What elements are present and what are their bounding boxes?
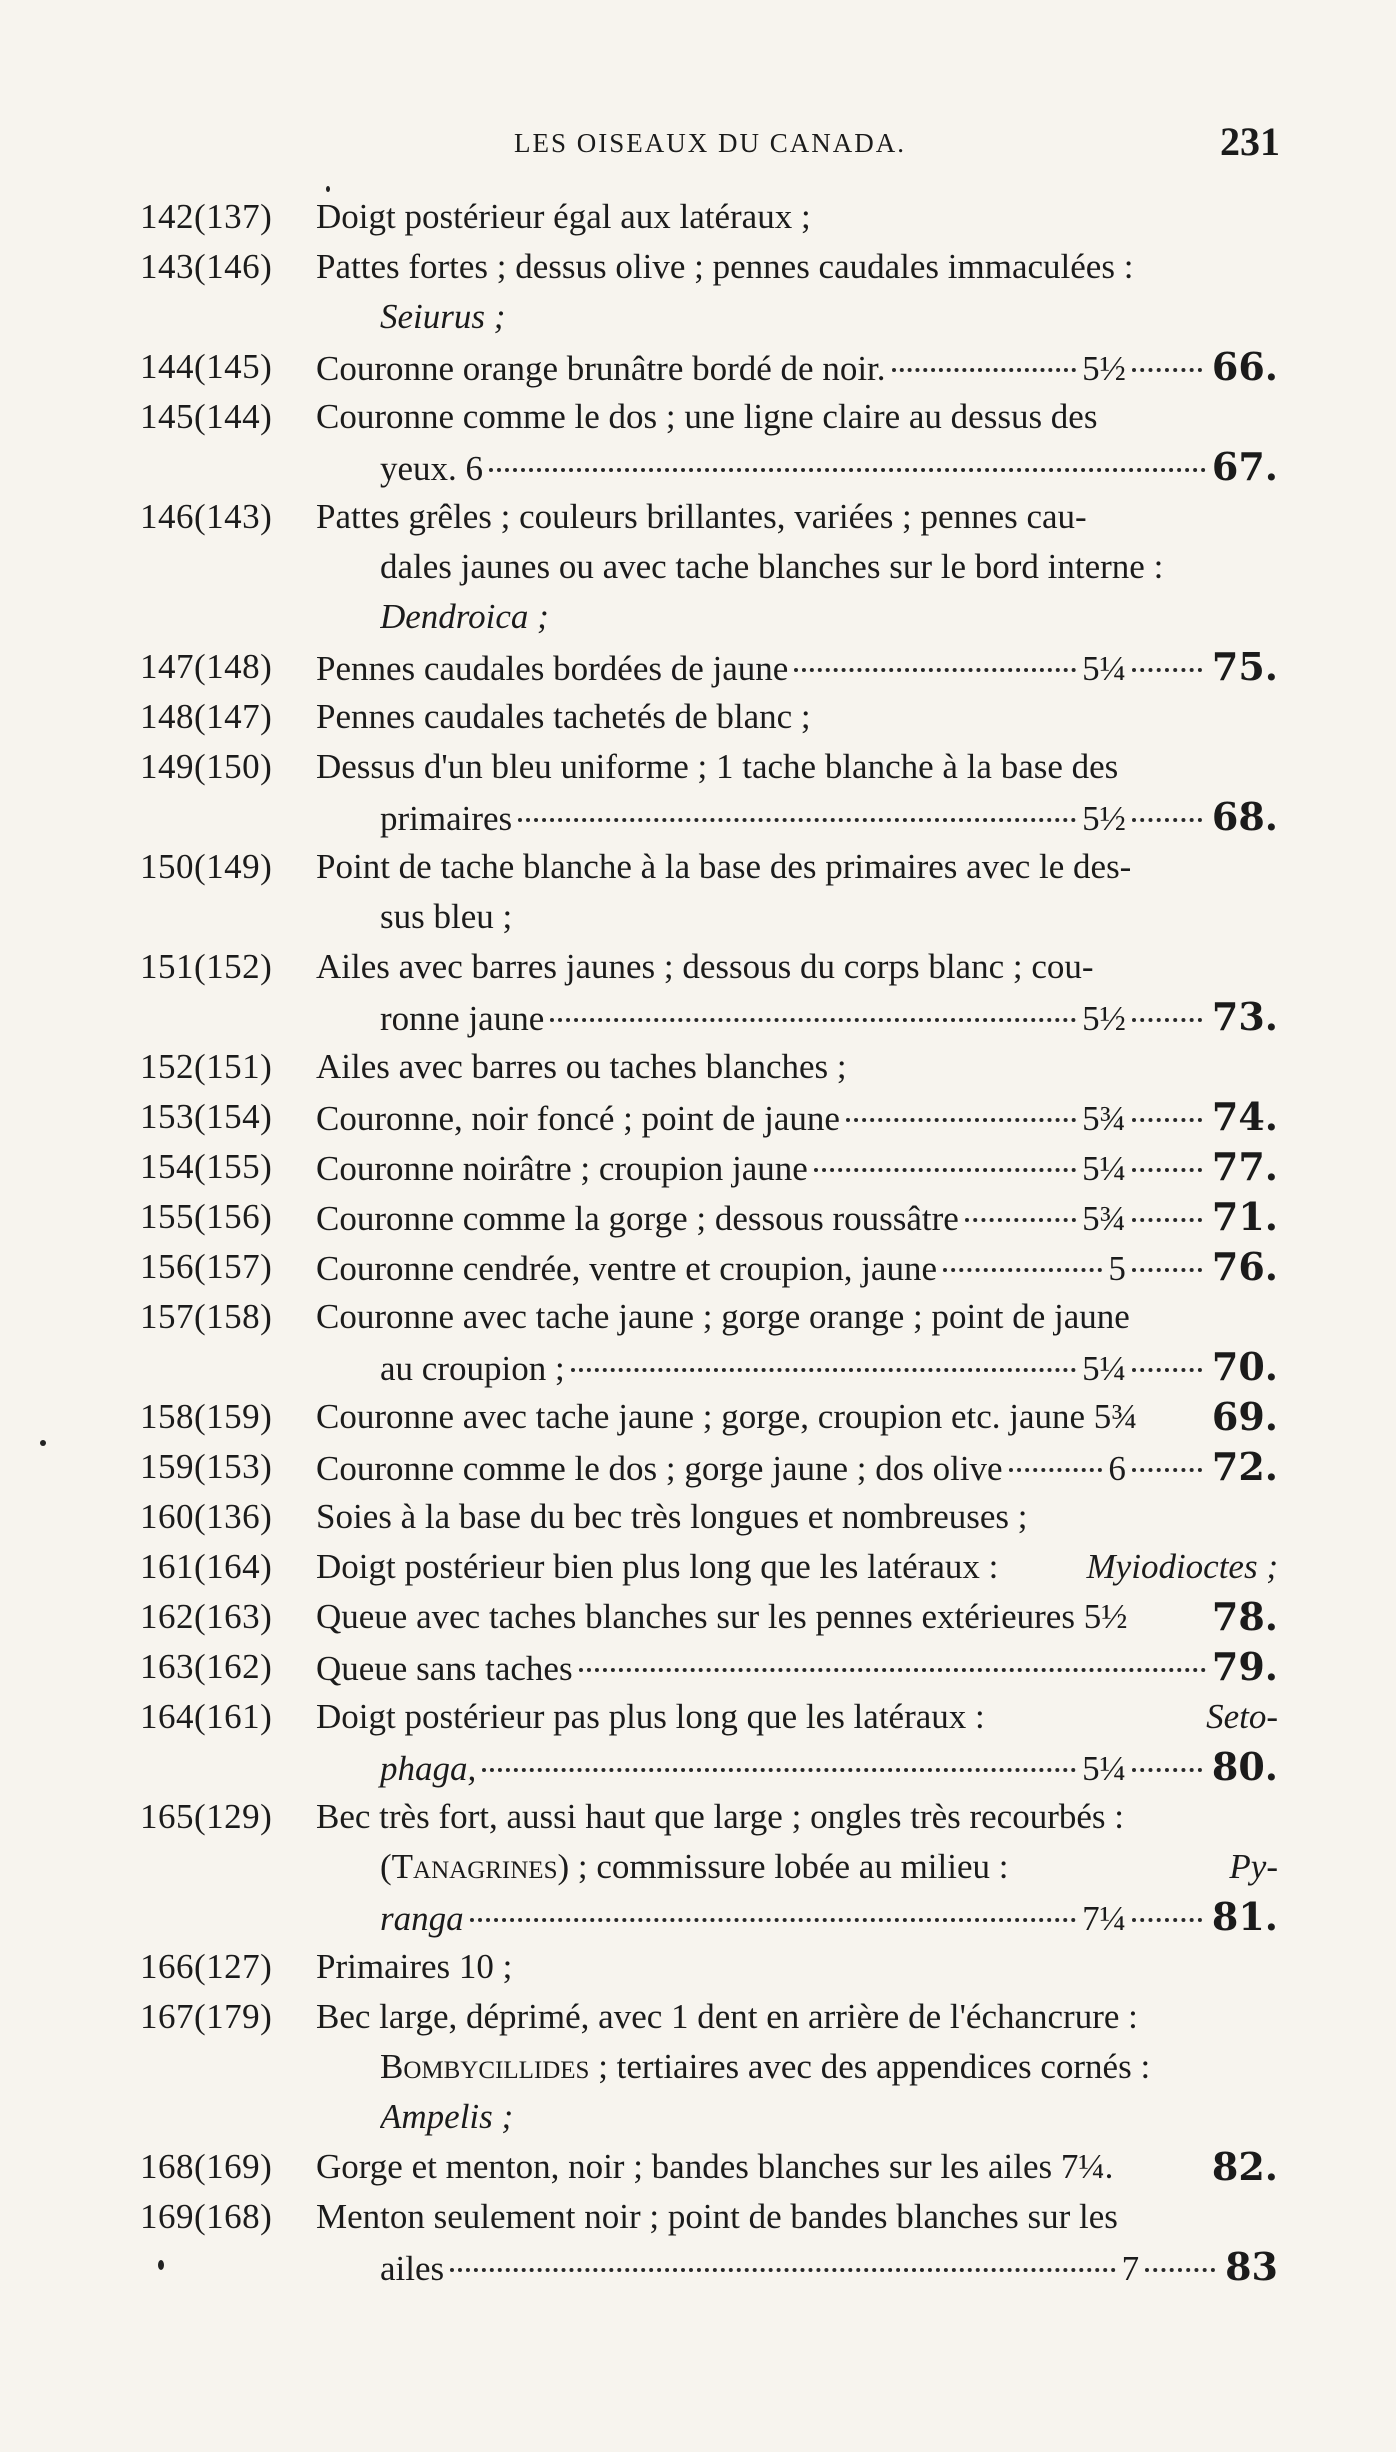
key-line	[0, 342, 1396, 392]
key-text	[316, 1942, 1278, 1992]
key-text	[316, 492, 1278, 542]
key-text-content: Menton seulement noir ; point de bandes blanches sur les	[316, 2197, 1118, 2236]
couplet-number: 151(152)	[140, 947, 273, 986]
size-inches: 5¼	[1082, 1749, 1126, 1788]
key-line	[0, 1392, 1396, 1442]
genus-name: ranga	[380, 1899, 464, 1938]
species-reference: 71.	[1211, 1194, 1278, 1239]
leader-dots	[571, 1342, 1076, 1372]
key-text-content: yeux. 6	[380, 449, 484, 488]
couplet-number: 161(164)	[140, 1547, 273, 1586]
leader-dots	[1132, 1342, 1202, 1372]
dotted-leader-line	[380, 1742, 1278, 1794]
dotted-leader-line	[316, 1092, 1278, 1144]
key-line	[0, 1692, 1396, 1742]
couplet-number: 165(129)	[140, 1797, 273, 1836]
key-text-content: Point de tache blanche à la base des primaires avec le des-	[316, 847, 1132, 886]
leader-dots	[470, 1892, 1077, 1922]
key-text: Gorge et menton, noir ; bandes blanches sur les ailes 7¼.	[316, 2147, 1114, 2186]
key-line	[0, 1292, 1396, 1342]
key-text-content: ; tertiaires avec des appendices cornés :	[589, 2047, 1151, 2086]
couplet-number: 166(127)	[140, 1947, 273, 1986]
key-text-content: Couronne comme le dos ; gorge jaune ; dos olive	[316, 1449, 1003, 1488]
species-reference: 77.	[1211, 1144, 1278, 1189]
key-line	[0, 1892, 1396, 1942]
dotted-leader-line	[316, 642, 1278, 694]
key-line	[0, 292, 1396, 342]
key-line	[0, 2042, 1396, 2092]
key-text	[316, 692, 1278, 742]
key-text-content: Bec large, déprimé, avec 1 dent en arrière de l'échancrure :	[316, 1997, 1138, 2036]
key-text-content: Couronne cendrée, ventre et croupion, jaune	[316, 1249, 937, 1288]
key-line	[0, 1442, 1396, 1492]
leader-dots	[450, 2242, 1115, 2272]
paper-speck	[326, 186, 330, 192]
genus-name: Dendroica ;	[380, 597, 549, 636]
key-line	[0, 192, 1396, 242]
leader-dots	[1132, 1742, 1202, 1772]
leader-dots	[965, 1192, 1076, 1222]
dotted-leader-line	[380, 1342, 1278, 1394]
key-text-content: Doigt postérieur égal aux latéraux ;	[316, 197, 811, 236]
couplet-number: 142(137)	[140, 197, 273, 236]
genus-name: Seto-	[1206, 1697, 1278, 1736]
key-text-content: Pennes caudales tachetés de blanc ;	[316, 697, 811, 736]
species-reference: 68.	[1211, 794, 1278, 839]
couplet-number: 149(150)	[140, 747, 273, 786]
dotted-leader-line	[380, 1892, 1278, 1944]
key-text-content: ailes	[380, 2249, 445, 2288]
paper-speck	[40, 1440, 46, 1446]
dotted-leader-line	[316, 1242, 1278, 1294]
leader-dots	[579, 1642, 1206, 1672]
key-line	[0, 1942, 1396, 1992]
key-line	[0, 892, 1396, 942]
size-inches: 5¼	[1082, 1149, 1126, 1188]
key-text	[316, 1792, 1278, 1842]
key-text-content: Pattes grêles ; couleurs brillantes, variées ; pennes cau-	[316, 497, 1087, 536]
key-text-content: Dessus d'un bleu uniforme ; 1 tache blanche à la base des	[316, 747, 1119, 786]
key-line	[0, 2092, 1396, 2142]
key-line	[0, 392, 1396, 442]
leader-dots	[1132, 1192, 1202, 1222]
key-text	[316, 392, 1278, 442]
dotted-leader-line	[380, 2242, 1278, 2294]
size-inches: 7¼	[1082, 1899, 1126, 1938]
key-text-content: Ailes avec barres ou taches blanches ;	[316, 1047, 847, 1086]
key-line	[0, 642, 1396, 692]
genus-name: Seiurus ;	[380, 297, 506, 336]
key-line	[0, 1042, 1396, 1092]
leader-dots	[892, 342, 1077, 372]
species-reference: 79.	[1211, 1644, 1278, 1689]
key-text-content: Doigt postérieur bien plus long que les latéraux :	[316, 1547, 999, 1586]
size-inches: 5¾	[1082, 1199, 1126, 1238]
key-text	[380, 1842, 1278, 1892]
leader-dots	[489, 442, 1206, 472]
species-reference: 74.	[1211, 1094, 1278, 1139]
couplet-number: 153(154)	[140, 1097, 273, 1136]
key-text	[316, 842, 1278, 892]
key-line	[0, 492, 1396, 542]
species-reference: 72.	[1211, 1444, 1278, 1489]
key-text	[380, 2042, 1278, 2092]
key-text-content: sus bleu ;	[380, 897, 513, 936]
key-text-content: ) ; commissure lobée au milieu :	[557, 1847, 1009, 1886]
size-inches: 5¼	[1082, 649, 1126, 688]
species-reference: 80.	[1211, 1744, 1278, 1789]
identification-key	[0, 192, 1396, 2292]
species-reference: 76.	[1211, 1244, 1278, 1289]
key-line	[0, 692, 1396, 742]
key-text	[316, 242, 1278, 292]
species-reference: 67.	[1211, 444, 1278, 489]
dotted-leader-line	[380, 992, 1278, 1044]
couplet-number: 150(149)	[140, 847, 273, 886]
running-header	[140, 118, 1280, 178]
couplet-number: 163(162)	[140, 1647, 273, 1686]
leader-dots	[1132, 1142, 1202, 1172]
key-line	[0, 1192, 1396, 1242]
key-line	[0, 1342, 1396, 1392]
key-text-content: Couronne noirâtre ; croupion jaune	[316, 1149, 808, 1188]
key-line	[0, 1142, 1396, 1192]
leader-dots	[1132, 792, 1202, 822]
key-line	[0, 242, 1396, 292]
key-text-content: Pattes fortes ; dessus olive ; pennes caudales immaculées :	[316, 247, 1134, 286]
species-reference: 81.	[1211, 1894, 1278, 1939]
key-text	[316, 1292, 1278, 1342]
genus-name: Ampelis ;	[380, 2097, 514, 2136]
leader-dots	[482, 1742, 1076, 1772]
couplet-number: 162(163)	[140, 1597, 273, 1636]
dotted-leader-line	[316, 1142, 1278, 1194]
dotted-leader-line	[380, 442, 1278, 494]
key-line	[0, 1592, 1396, 1642]
species-reference: 70.	[1211, 1344, 1278, 1389]
key-text: Queue avec taches blanches sur les pennes extérieures 5½	[316, 1597, 1128, 1636]
couplet-number: 144(145)	[140, 347, 273, 386]
leader-dots	[1132, 992, 1202, 1022]
size-inches: 5¼	[1082, 1349, 1126, 1388]
key-line	[0, 1642, 1396, 1692]
key-text	[316, 1692, 1278, 1742]
key-text-content: (Tanagrines) ; commissure lobée au milieu :	[380, 1847, 1009, 1886]
couplet-number: 160(136)	[140, 1497, 273, 1536]
leader-dots	[1132, 1892, 1202, 1922]
dotted-leader-line	[316, 342, 1278, 394]
size-inches: 5½	[1082, 349, 1126, 388]
key-text	[316, 942, 1278, 992]
key-line	[0, 1092, 1396, 1142]
leader-dots	[1132, 1442, 1202, 1472]
key-text-content: dales jaunes ou avec tache blanches sur le bord interne :	[380, 547, 1164, 586]
key-text	[316, 1492, 1278, 1542]
leader-dots	[1009, 1442, 1103, 1472]
key-text	[316, 192, 1278, 242]
size-inches: 5½	[1082, 799, 1126, 838]
key-text-content	[380, 2047, 1150, 2086]
key-text-content: ronne jaune	[380, 999, 545, 1038]
couplet-number: 152(151)	[140, 1047, 273, 1086]
family-name: Bombycillides	[380, 2047, 590, 2086]
couplet-number: 147(148)	[140, 647, 273, 686]
dotted-leader-line	[316, 1442, 1278, 1494]
species-reference: 66.	[1211, 344, 1278, 389]
key-text	[316, 2192, 1278, 2242]
key-line	[0, 942, 1396, 992]
key-text-content: Soies à la base du bec très longues et nombreuses ;	[316, 1497, 1028, 1536]
key-line	[0, 1842, 1396, 1892]
couplet-number: 154(155)	[140, 1147, 273, 1186]
couplet-number: 169(168)	[140, 2197, 273, 2236]
key-line	[0, 592, 1396, 642]
running-title: LES OISEAUX DU CANADA.	[514, 128, 906, 158]
couplet-number: 146(143)	[140, 497, 273, 536]
couplet-number: 148(147)	[140, 697, 273, 736]
key-text: Couronne avec tache jaune ; gorge, croupion etc. jaune 5¾	[316, 1397, 1138, 1436]
leader-dots	[1145, 2242, 1215, 2272]
key-line	[0, 1742, 1396, 1792]
key-line	[0, 2242, 1396, 2292]
key-line	[0, 2192, 1396, 2242]
key-text-content: Ailes avec barres jaunes ; dessous du corps blanc ; cou-	[316, 947, 1094, 986]
size-inches: 5½	[1082, 999, 1126, 1038]
key-text-content: Couronne comme la gorge ; dessous roussâtre	[316, 1199, 959, 1238]
couplet-number: 164(161)	[140, 1697, 273, 1736]
couplet-number: 167(179)	[140, 1997, 273, 2036]
leader-dots	[518, 792, 1076, 822]
key-line	[0, 1792, 1396, 1842]
leader-dots	[1132, 342, 1202, 372]
key-text	[316, 1992, 1278, 2042]
couplet-number: 155(156)	[140, 1197, 273, 1236]
size-inches: 6	[1108, 1449, 1126, 1488]
size-inches: 5	[1108, 1249, 1126, 1288]
key-text-content: Couronne avec tache jaune ; gorge orange ; point de jaune	[316, 1297, 1130, 1336]
key-line	[0, 792, 1396, 842]
key-text	[380, 542, 1278, 592]
size-inches: 5¾	[1082, 1099, 1126, 1138]
couplet-number: 143(146)	[140, 247, 273, 286]
key-text-content: Couronne comme le dos ; une ligne claire au dessus des	[316, 397, 1098, 436]
family-name: Tanagrines	[391, 1847, 558, 1886]
couplet-number: 159(153)	[140, 1447, 273, 1486]
key-text-content: Primaires 10 ;	[316, 1947, 513, 1986]
couplet-number: 157(158)	[140, 1297, 273, 1336]
key-text-content: Pennes caudales bordées de jaune	[316, 649, 789, 688]
key-text-content: Doigt postérieur pas plus long que les latéraux :	[316, 1697, 985, 1736]
key-line	[0, 742, 1396, 792]
couplet-number: 156(157)	[140, 1247, 273, 1286]
species-reference: 78.	[1211, 1594, 1278, 1639]
key-text-content: Couronne, noir foncé ; point de jaune	[316, 1099, 840, 1138]
key-line	[0, 2142, 1396, 2192]
species-reference: 75.	[1211, 644, 1278, 689]
key-text-content: primaires	[380, 799, 513, 838]
genus-name: Py-	[1229, 1847, 1278, 1886]
page-number: 231	[1220, 119, 1280, 164]
genus-name: phaga,	[380, 1749, 477, 1788]
key-text-content: au croupion ;	[380, 1349, 565, 1388]
leader-dots	[550, 992, 1076, 1022]
dotted-leader-line	[316, 1642, 1278, 1694]
key-line	[0, 1242, 1396, 1292]
dotted-leader-line	[380, 792, 1278, 844]
couplet-number: 168(169)	[140, 2147, 273, 2186]
dotted-leader-line	[316, 1192, 1278, 1244]
paper-speck	[158, 2260, 164, 2270]
key-text-content: Bec très fort, aussi haut que large ; ongles très recourbés :	[316, 1797, 1124, 1836]
species-reference: 82.	[1211, 2144, 1278, 2189]
key-text	[316, 742, 1278, 792]
key-line	[0, 992, 1396, 1042]
key-line	[0, 842, 1396, 892]
key-line	[0, 1542, 1396, 1592]
key-line	[0, 1492, 1396, 1542]
couplet-number: 145(144)	[140, 397, 273, 436]
size-inches: 7	[1121, 2249, 1140, 2288]
leader-dots	[1132, 642, 1202, 672]
leader-dots	[846, 1092, 1076, 1122]
key-line	[0, 542, 1396, 592]
species-reference: 69.	[1211, 1394, 1278, 1439]
species-reference: 73.	[1211, 994, 1278, 1039]
leader-dots	[1132, 1242, 1202, 1272]
species-reference: 83	[1225, 2244, 1278, 2289]
key-text	[316, 1042, 1278, 1092]
key-text-content: Queue sans taches	[316, 1649, 573, 1688]
genus-name: Myiodioctes ;	[1086, 1547, 1278, 1586]
key-line	[0, 1992, 1396, 2042]
key-text-content: Couronne orange brunâtre bordé de noir.	[316, 349, 886, 388]
leader-dots	[794, 642, 1076, 672]
couplet-number: 158(159)	[140, 1397, 273, 1436]
key-text	[316, 1542, 1278, 1592]
leader-dots	[1132, 1092, 1202, 1122]
key-text	[380, 892, 1278, 942]
leader-dots	[814, 1142, 1076, 1172]
leader-dots	[943, 1242, 1102, 1272]
key-line	[0, 442, 1396, 492]
